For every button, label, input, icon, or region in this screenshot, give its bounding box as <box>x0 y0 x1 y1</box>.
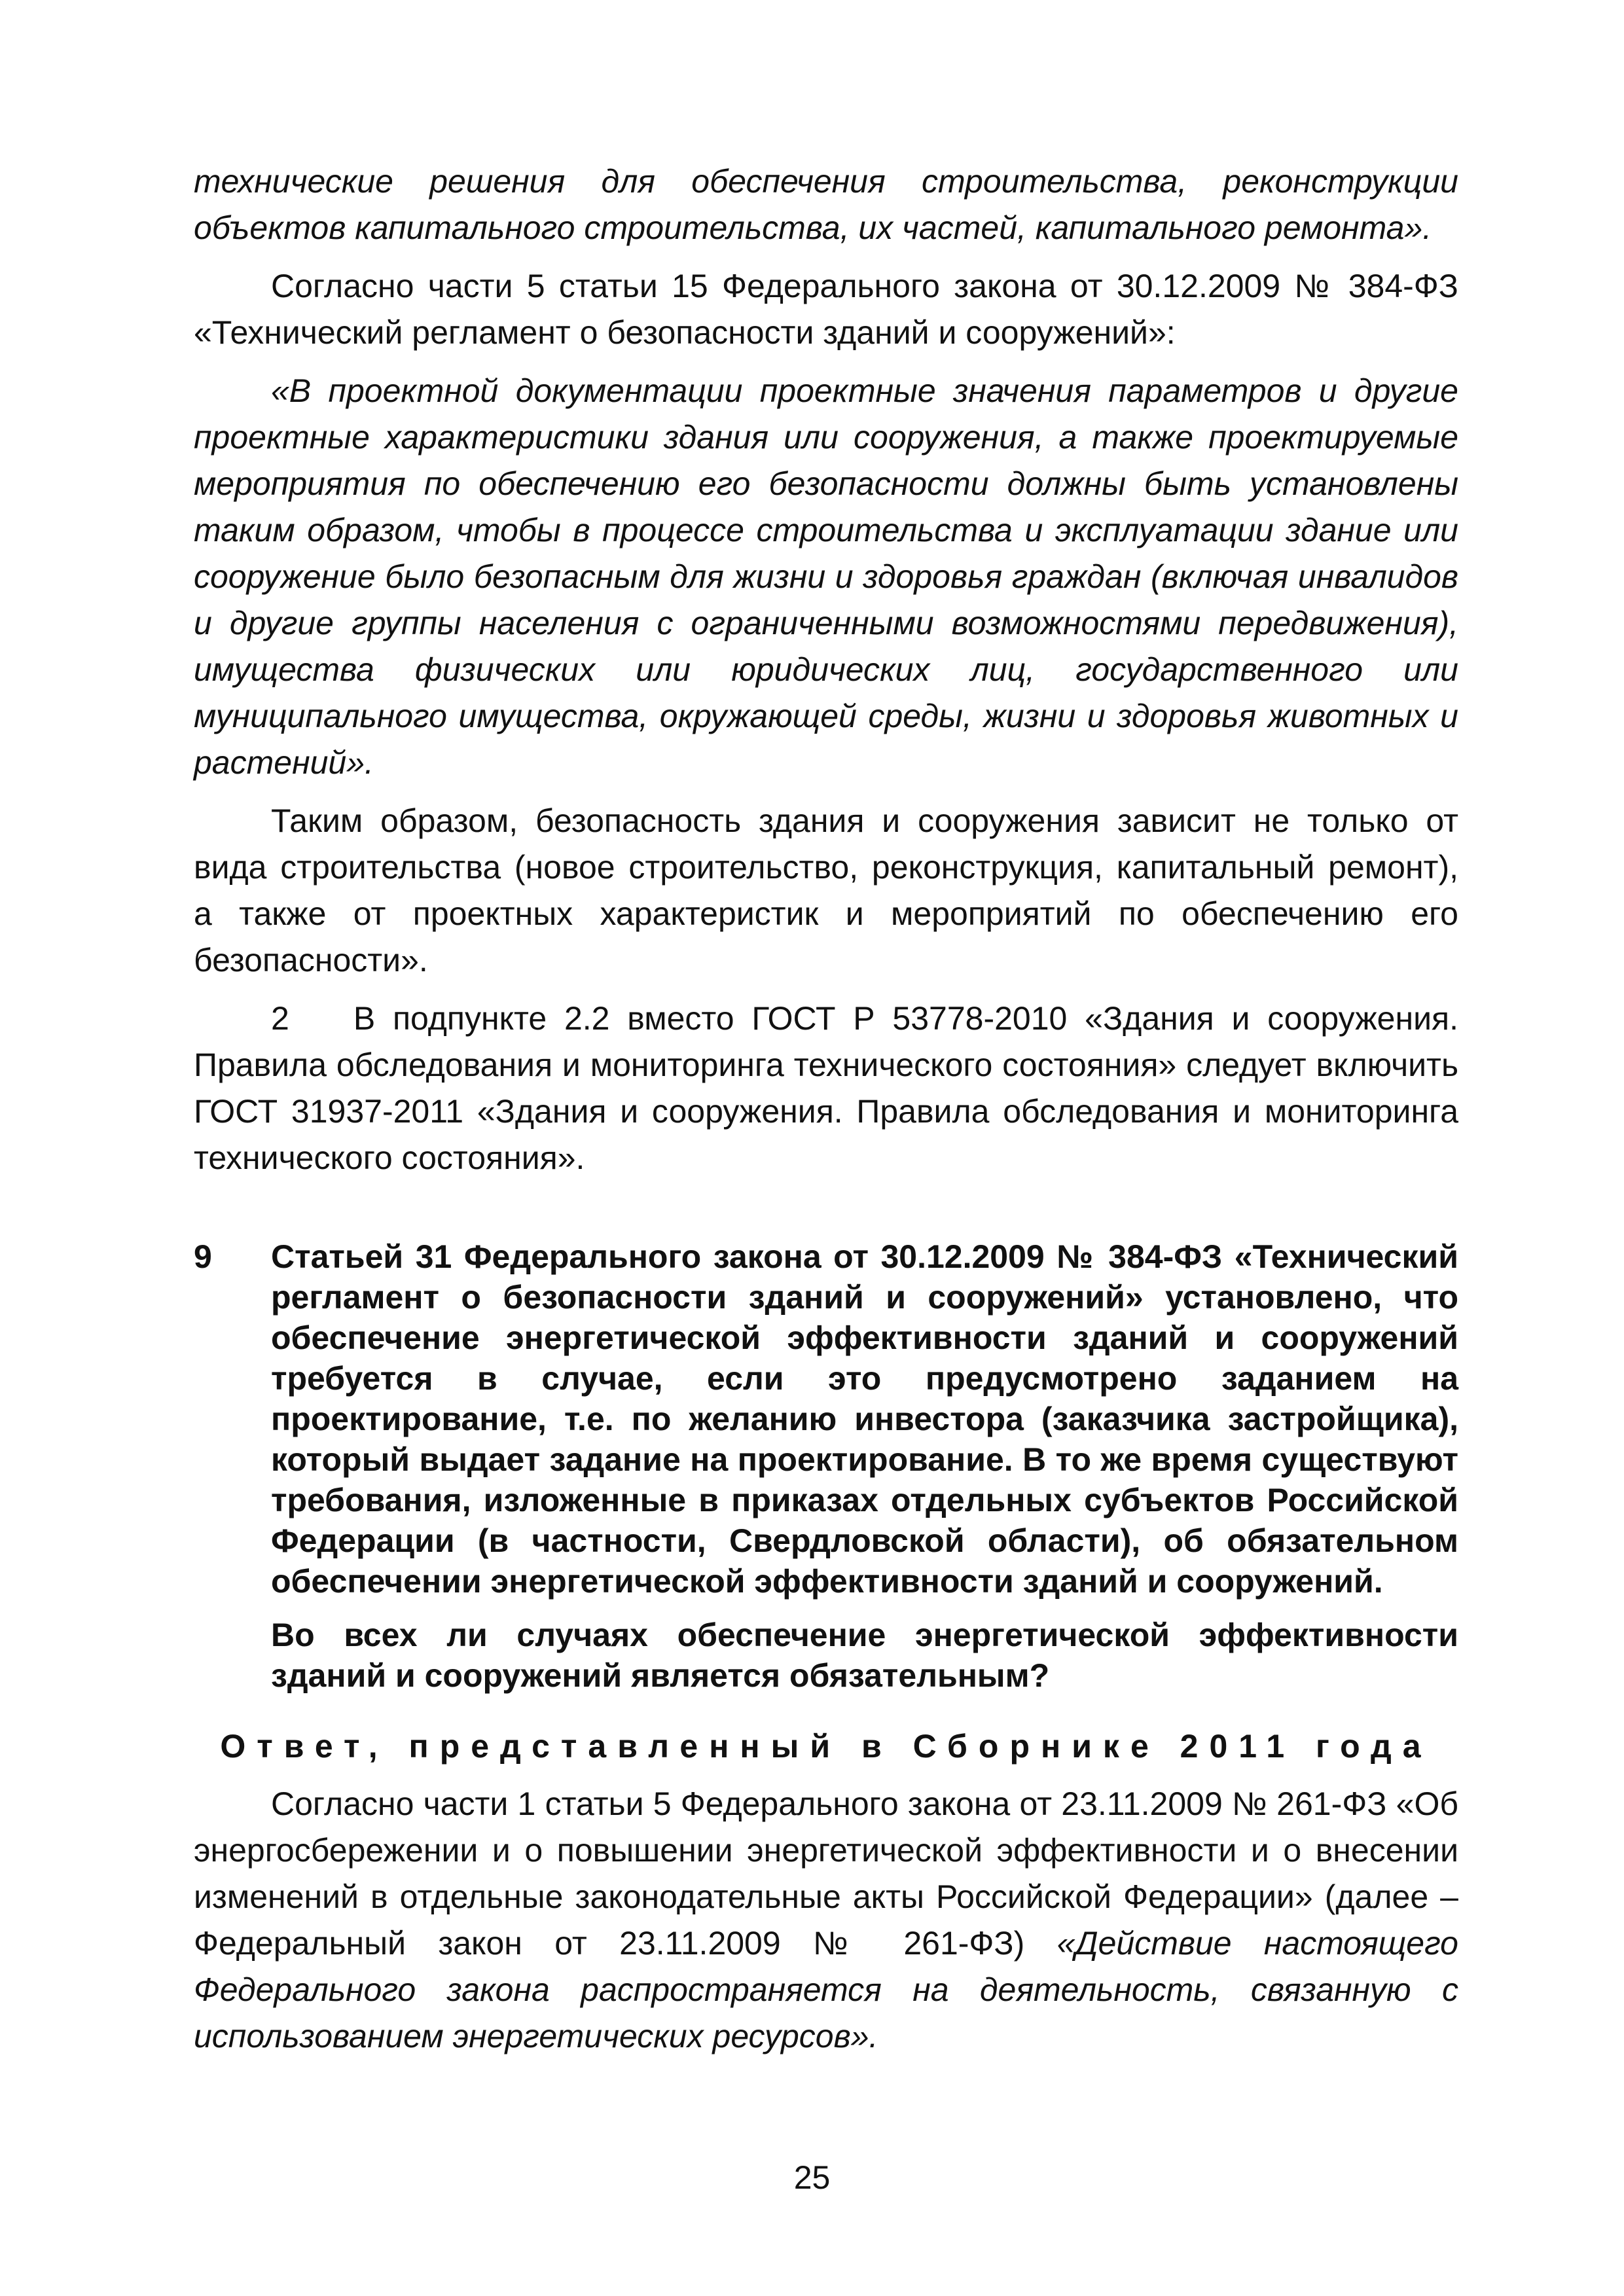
continued-quote-paragraph: технические решения для обеспечения строительства, реконструкции объектов капитального строительства, их частей, капитального ремонта». <box>194 163 1458 246</box>
question-text: Статьей 31 Федерального закона от 30.12.2009 № 384-ФЗ «Технический регламент о безопасности зданий и сооружений» установлено, что обеспечение энергетической эффективности зданий и сооружений требуется в случае, если это предусмотрено заданием на проектирование, т.е. по желанию инвестора (заказчика застройщика), который выдает задание на проектирование. В то же время существуют требования, изложенные в приказах отдельных субъектов Российской Федерации (в частности, Свердловской области), об обязательном обеспечении энергетической эффективности зданий и сооружений. <box>271 1238 1458 1600</box>
item-2-number: 2 <box>271 1000 289 1037</box>
question-ask: Во всех ли случаях обеспечение энергетической эффективности зданий и сооружений является обязательным? <box>271 1617 1458 1694</box>
item-2-text: В подпункте 2.2 вместо ГОСТ Р 53778-2010 «Здания и сооружения. Правила обследования и мониторинга технического состояния» следует включить ГОСТ 31937-2011 «Здания и сооружения. Правила обследования и мониторинга технического состояния». <box>194 1000 1458 1176</box>
answer-paragraph <box>194 1781 1458 2060</box>
item-2-paragraph <box>194 996 1458 1181</box>
law-15-quote: «В проектной документации проектные значения параметров и другие проектные характеристики здания или сооружения, а также проектируемые мероприятия по обеспечению его безопасности должны быть установлены таким образом, чтобы в процессе строительства и эксплуатации здание или сооружение было безопасным для жизни и здоровья граждан (включая инвалидов и другие группы населения с ограниченными возможностями передвижения), имущества физических или юридических лиц, государственного или муниципального имущества, окружающей среды, жизни и здоровья животных и растений». <box>194 372 1458 781</box>
answer-text: Согласно части 1 статьи 5 Федерального закона от 23.11.2009 № 261-ФЗ «Об энергосбережении и о повышении энергетической эффективности и о внесении изменений в отдельные законодательные акты Российской Федерации» (далее – Федеральный закон от 23.11.2009 № 261-ФЗ) <box>194 1785 1458 1962</box>
question-number: 9 <box>194 1238 212 1275</box>
text-column <box>194 158 1458 2060</box>
law-15-paragraph: Согласно части 5 статьи 15 Федерального закона от 30.12.2009 № 384-ФЗ «Технический регламент о безопасности зданий и сооружений»: <box>194 268 1458 351</box>
conclusion-paragraph: Таким образом, безопасность здания и сооружения зависит не только от вида строительства (новое строительство, реконструкция, капитальный ремонт), а также от проектных характеристик и мероприятий по обеспечению его безопасности». <box>194 802 1458 978</box>
question-9-block <box>194 1236 1458 1696</box>
page-number: 25 <box>793 2159 831 2196</box>
answer-heading: Ответ, представленный в Сборнике 2011 года <box>220 1728 1432 1765</box>
answer-quote: «Действие настоящего Федерального закона распространяется на деятельность, связанную с использованием энергетических ресурсов». <box>194 1925 1458 2054</box>
